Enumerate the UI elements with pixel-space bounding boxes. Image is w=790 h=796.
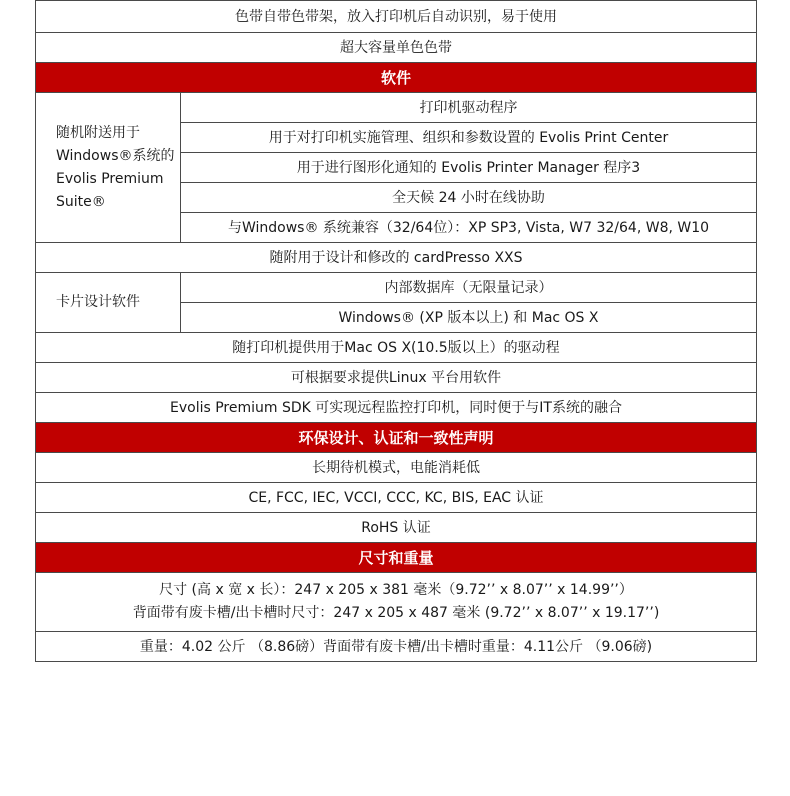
rohs-cell: RoHS 认证: [36, 513, 757, 543]
table-row: [36, 93, 757, 123]
sdk-cell: Evolis Premium SDK 可实现远程监控打印机，同时便于与IT系统的融合: [36, 393, 757, 423]
dimensions-line: 背面带有废卡槽/出卡槽时尺寸：247 x 205 x 487 毫米 (9.72’’ x 8.07’’ x 19.17’’): [132, 605, 660, 621]
section-header-eco: [36, 423, 757, 453]
mac-driver-cell: 随打印机提供用于Mac OS X(10.5版以上）的驱动程: [36, 333, 757, 363]
suite-item: 用于对打印机实施管理、组织和参数设置的 Evolis Print Center: [181, 123, 757, 153]
suite-item: 用于进行图形化通知的 Evolis Printer Manager 程序3: [181, 153, 757, 183]
card-design-label-cell: 卡片设计软件: [36, 273, 181, 333]
suite-label-cell: 随机附送用于Windows®系统的Evolis Premium Suite®: [36, 93, 181, 243]
section-header-size: [36, 543, 757, 573]
table-row: [36, 573, 757, 632]
table-row: [36, 333, 757, 363]
weight-cell: 重量：4.02 公斤 （8.86磅）背面带有废卡槽/出卡槽时重量：4.11公斤 （9.06磅): [36, 632, 757, 662]
table-row: [36, 243, 757, 273]
ribbon-cartridge-cell: 色带自带色带架，放入打印机后自动识别，易于使用: [36, 1, 757, 33]
section-title: 环保设计、认证和一致性声明: [36, 423, 757, 453]
spec-table: [35, 0, 757, 662]
cardpresso-cell: 随附用于设计和修改的 cardPresso XXS: [36, 243, 757, 273]
section-title: 尺寸和重量: [36, 543, 757, 573]
suite-item: 全天候 24 小时在线协助: [181, 183, 757, 213]
dimensions-line: 尺寸 (高 x 宽 x 长）：247 x 205 x 381 毫米（9.72’’ x 8.07’’ x 14.99’’）: [159, 582, 633, 598]
table-row: [36, 483, 757, 513]
table-row: [36, 393, 757, 423]
table-row: [36, 453, 757, 483]
suite-item: 与Windows® 系统兼容（32/64位）：XP SP3, Vista, W7 32/64, W8, W10: [181, 213, 757, 243]
table-row: [36, 33, 757, 63]
table-row: [36, 273, 757, 303]
card-item: 内部数据库（无限量记录）: [181, 273, 757, 303]
ribbon-capacity-cell: 超大容量单色色带: [36, 33, 757, 63]
dimensions-cell: [36, 573, 757, 632]
table-row: [36, 513, 757, 543]
section-title: 软件: [36, 63, 757, 93]
table-row: [36, 1, 757, 33]
certifications-cell: CE, FCC, IEC, VCCI, CCC, KC, BIS, EAC 认证: [36, 483, 757, 513]
section-header-software: [36, 63, 757, 93]
card-item: Windows® (XP 版本以上) 和 Mac OS X: [181, 303, 757, 333]
suite-item: 打印机驱动程序: [181, 93, 757, 123]
table-row: [36, 632, 757, 662]
table-row: [36, 363, 757, 393]
standby-cell: 长期待机模式，电能消耗低: [36, 453, 757, 483]
linux-cell: 可根据要求提供Linux 平台用软件: [36, 363, 757, 393]
